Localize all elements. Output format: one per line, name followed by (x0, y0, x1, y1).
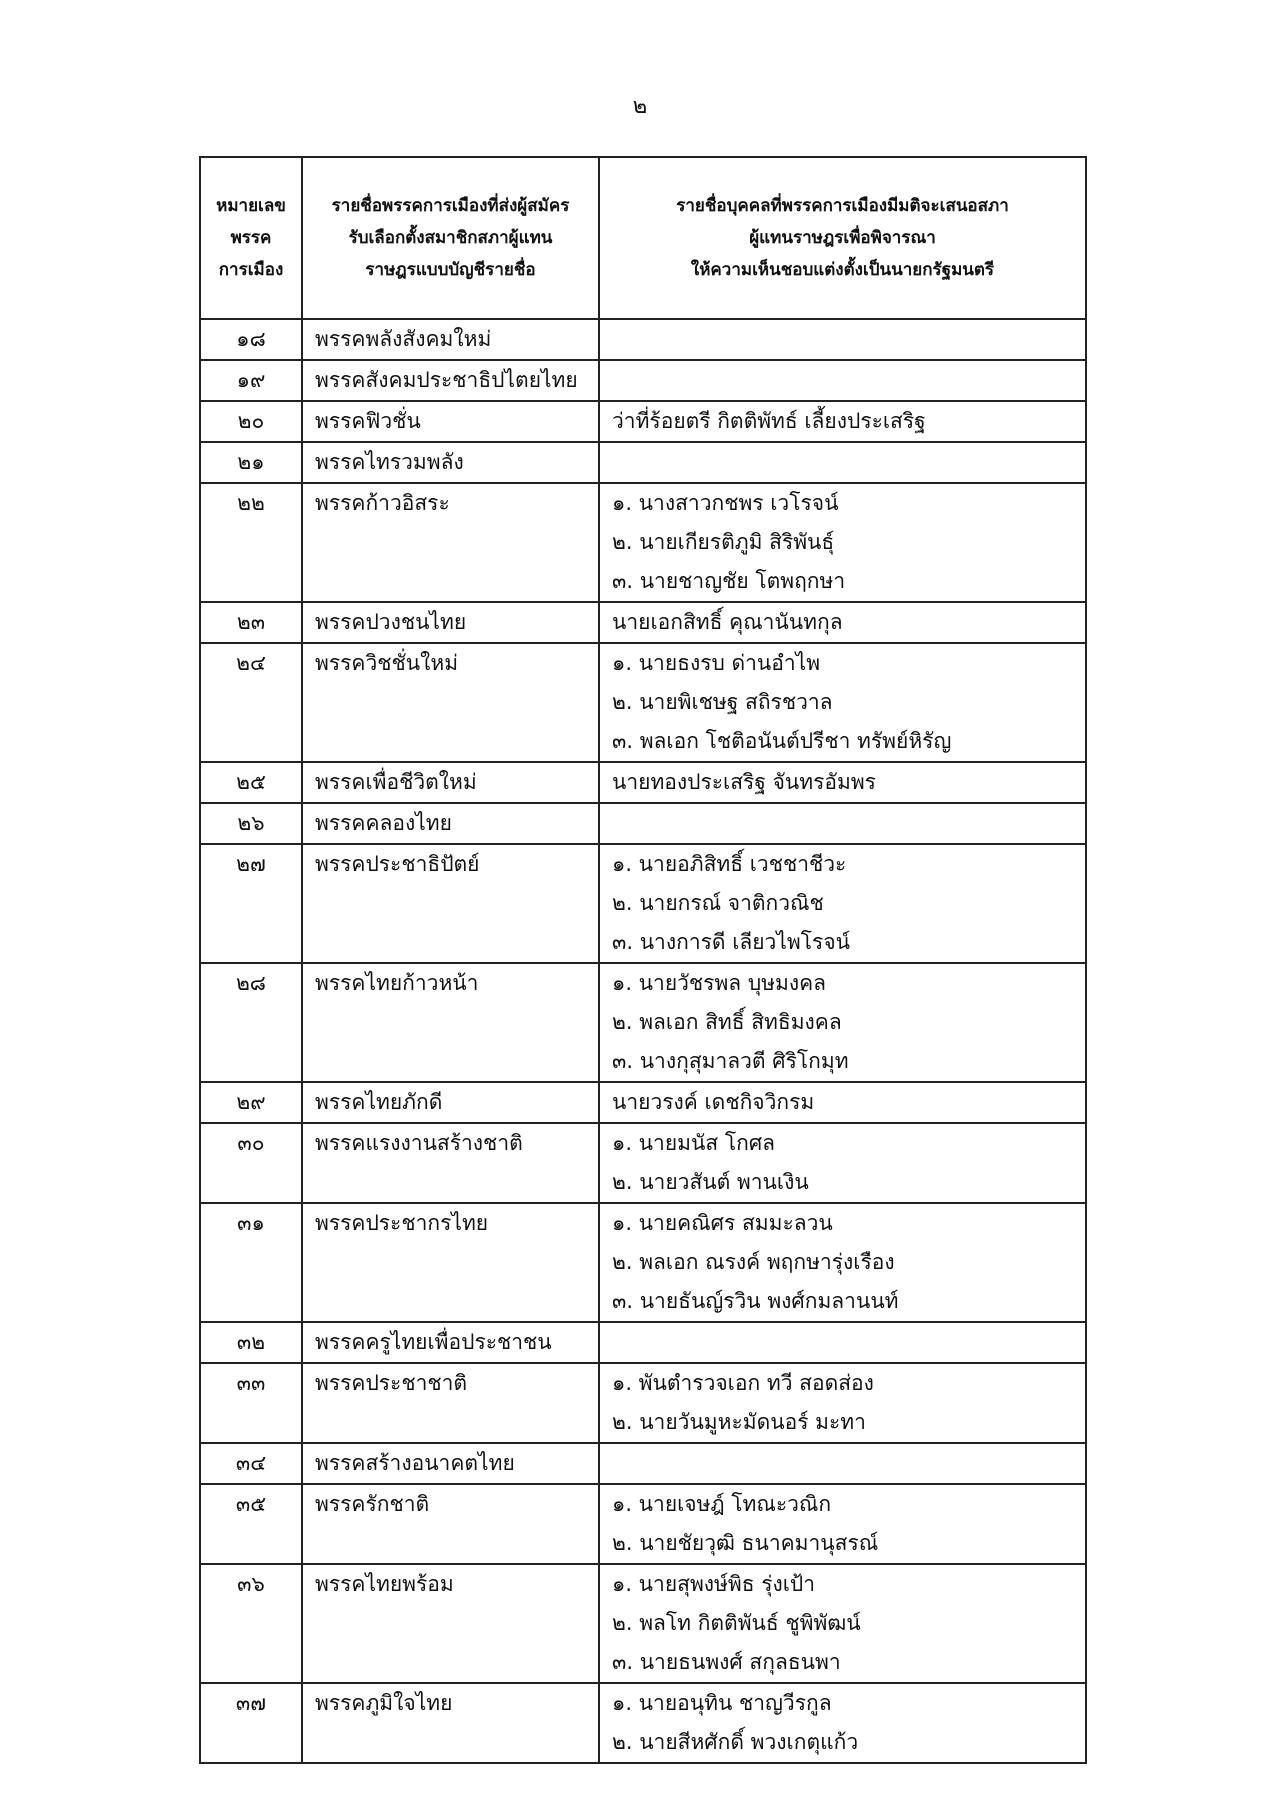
table-row (200, 1203, 1086, 1322)
party-name: พรรคไทยพร้อม (302, 1564, 599, 1683)
candidate-name: ๓. นางการดี เลียวไพโรจน์ (612, 930, 850, 954)
candidate-name: ๒. นายชัยวุฒิ ธนาคมานุสรณ์ (612, 1531, 879, 1555)
pm-candidates (599, 1484, 1086, 1564)
party-number: ๒๑ (200, 442, 302, 483)
header-party-name (302, 157, 599, 319)
pm-candidates (599, 844, 1086, 963)
pm-candidates (599, 803, 1086, 844)
party-name: พรรคเพื่อชีวิตใหม่ (302, 762, 599, 803)
pm-candidates (599, 483, 1086, 602)
candidate-name: ๒. นายวสันต์ พานเงิน (612, 1170, 809, 1194)
table-row (200, 483, 1086, 602)
candidate-name: ๒. พลเอก ณรงค์ พฤกษารุ่งเรือง (612, 1250, 895, 1274)
party-number: ๑๘ (200, 319, 302, 360)
candidate-name: ๑. นายมนัส โกศล (612, 1131, 776, 1155)
table-row (200, 844, 1086, 963)
candidate-name: ๑. นายเจษฎ์ โทณะวณิก (612, 1492, 832, 1516)
header-pm-candidates (599, 157, 1086, 319)
pm-candidates (599, 442, 1086, 483)
party-name: พรรคไทรวมพลัง (302, 442, 599, 483)
table-row (200, 1564, 1086, 1683)
pm-candidates (599, 1564, 1086, 1683)
pm-candidates (599, 762, 1086, 803)
party-name: พรรคภูมิใจไทย (302, 1683, 599, 1763)
table-row (200, 401, 1086, 442)
party-name: พรรคประชาชาติ (302, 1363, 599, 1443)
party-number: ๓๖ (200, 1564, 302, 1683)
party-name: พรรคแรงงานสร้างชาติ (302, 1123, 599, 1203)
header-line: ราษฎรแบบบัญชีรายชื่อ (365, 260, 536, 280)
table-row (200, 1443, 1086, 1484)
pm-candidates (599, 1363, 1086, 1443)
header-line: รายชื่อบุคคลที่พรรคการเมืองมีมติจะเสนอสภา (676, 196, 1009, 216)
candidate-name: นายเอกสิทธิ์ คุณานันทกุล (612, 610, 843, 634)
candidate-name: ๒. พลโท กิตติพันธ์ ชูพิพัฒน์ (612, 1611, 861, 1635)
header-line: รับเลือกตั้งสมาชิกสภาผู้แทน (348, 228, 553, 248)
party-number: ๓๒ (200, 1322, 302, 1363)
party-name: พรรครักชาติ (302, 1484, 599, 1564)
party-name: พรรคครูไทยเพื่อประชาชน (302, 1322, 599, 1363)
table-row (200, 1683, 1086, 1763)
party-number: ๓๔ (200, 1443, 302, 1484)
table-row (200, 1363, 1086, 1443)
table-body (200, 319, 1086, 1763)
table-row (200, 1123, 1086, 1203)
candidate-name: ว่าที่ร้อยตรี กิตติพัทธ์ เลี้ยงประเสริฐ (612, 409, 926, 433)
party-name: พรรคคลองไทย (302, 803, 599, 844)
pm-candidates (599, 360, 1086, 401)
header-line: รายชื่อพรรคการเมืองที่ส่งผู้สมัคร (331, 196, 570, 216)
table-row (200, 1082, 1086, 1123)
pm-candidates (599, 1203, 1086, 1322)
candidate-name: ๒. พลเอก สิทธิ์ สิทธิมงคล (612, 1010, 842, 1034)
header-line: พรรค (230, 228, 272, 248)
pm-candidates (599, 1443, 1086, 1484)
party-name: พรรคฟิวชั่น (302, 401, 599, 442)
pm-candidates (599, 319, 1086, 360)
pm-candidates (599, 1322, 1086, 1363)
candidate-name: นายวรงค์ เดชกิจวิกรม (612, 1090, 815, 1114)
table-row (200, 319, 1086, 360)
party-number: ๒๖ (200, 803, 302, 844)
party-candidate-table (199, 156, 1087, 1764)
party-number: ๓๑ (200, 1203, 302, 1322)
party-number: ๒๗ (200, 844, 302, 963)
pm-candidates (599, 1082, 1086, 1123)
candidate-name: ๓. นายธันญ์รวิน พงศ์กมลานนท์ (612, 1289, 899, 1313)
page-number: ๒ (632, 94, 648, 119)
candidate-name: ๑. นายอภิสิทธิ์ เวชชาชีวะ (612, 852, 847, 876)
party-name: พรรคก้าวอิสระ (302, 483, 599, 602)
candidate-name: ๑. พันตำรวจเอก ทวี สอดส่อง (612, 1371, 874, 1395)
party-number: ๓๓ (200, 1363, 302, 1443)
candidate-name: ๓. นางกุสุมาลวตี ศิริโกมุท (612, 1049, 849, 1073)
party-number: ๑๙ (200, 360, 302, 401)
candidate-name: ๑. นางสาวกชพร เวโรจน์ (612, 491, 839, 515)
pm-candidates (599, 1123, 1086, 1203)
table-row (200, 442, 1086, 483)
party-number: ๒๓ (200, 602, 302, 643)
candidate-name: ๒. นายเกียรติภูมิ สิริพันธุ์ (612, 530, 835, 554)
party-name: พรรคปวงชนไทย (302, 602, 599, 643)
candidate-name: ๒. นายสีหศักดิ์ พวงเกตุแก้ว (612, 1730, 859, 1754)
table-row (200, 1484, 1086, 1564)
candidate-name: ๑. นายคณิศร สมมะลวน (612, 1211, 833, 1235)
candidate-name: ๓. นายชาญชัย โตพฤกษา (612, 569, 846, 593)
party-name: พรรคสร้างอนาคตไทย (302, 1443, 599, 1484)
party-name: พรรคไทยก้าวหน้า (302, 963, 599, 1082)
party-name: พรรคพลังสังคมใหม่ (302, 319, 599, 360)
candidate-name: ๑. นายวัชรพล บุษมงคล (612, 971, 827, 995)
candidate-name: ๑. นายสุพงษ์พิธ รุ่งเป้า (612, 1572, 816, 1596)
header-line: ผู้แทนราษฎรเพื่อพิจารณา (749, 228, 936, 248)
table-row (200, 602, 1086, 643)
party-name: พรรควิชชั่นใหม่ (302, 643, 599, 762)
table-row (200, 643, 1086, 762)
party-number: ๒๙ (200, 1082, 302, 1123)
party-number: ๒๕ (200, 762, 302, 803)
party-number: ๓๐ (200, 1123, 302, 1203)
table-row (200, 803, 1086, 844)
party-number: ๓๗ (200, 1683, 302, 1763)
candidate-name: ๑. นายอนุทิน ชาญวีรกูล (612, 1691, 832, 1715)
table-row (200, 360, 1086, 401)
pm-candidates (599, 963, 1086, 1082)
candidate-name: ๑. นายธงรบ ด่านอำไพ (612, 651, 821, 675)
party-number: ๒๔ (200, 643, 302, 762)
table-row (200, 963, 1086, 1082)
candidate-name: ๒. นายพิเชษฐ สถิรชวาล (612, 690, 833, 714)
candidate-name: นายทองประเสริฐ จันทรอัมพร (612, 770, 876, 794)
party-number: ๒๘ (200, 963, 302, 1082)
party-name: พรรคประชากรไทย (302, 1203, 599, 1322)
party-number: ๒๐ (200, 401, 302, 442)
party-name: พรรคประชาธิปัตย์ (302, 844, 599, 963)
pm-candidates (599, 602, 1086, 643)
header-line: การเมือง (218, 260, 284, 280)
pm-candidates (599, 1683, 1086, 1763)
table-row (200, 762, 1086, 803)
party-number: ๓๕ (200, 1484, 302, 1564)
candidate-name: ๓. พลเอก โชติอนันต์ปรีชา ทรัพย์หิรัญ (612, 729, 952, 753)
party-number: ๒๒ (200, 483, 302, 602)
pm-candidates (599, 643, 1086, 762)
candidate-name: ๒. นายวันมูหะมัดนอร์ มะทา (612, 1410, 866, 1434)
candidate-name: ๓. นายธนพงศ์ สกุลธนพา (612, 1650, 841, 1674)
party-name: พรรคไทยภักดี (302, 1082, 599, 1123)
candidate-name: ๒. นายกรณ์ จาติกวณิช (612, 891, 824, 915)
pm-candidates (599, 401, 1086, 442)
header-line: หมายเลข (216, 196, 286, 216)
header-line: ให้ความเห็นชอบแต่งตั้งเป็นนายกรัฐมนตรี (690, 260, 995, 280)
table-header-row (200, 157, 1086, 319)
header-party-number (200, 157, 302, 319)
table-row (200, 1322, 1086, 1363)
party-name: พรรคสังคมประชาธิปไตยไทย (302, 360, 599, 401)
